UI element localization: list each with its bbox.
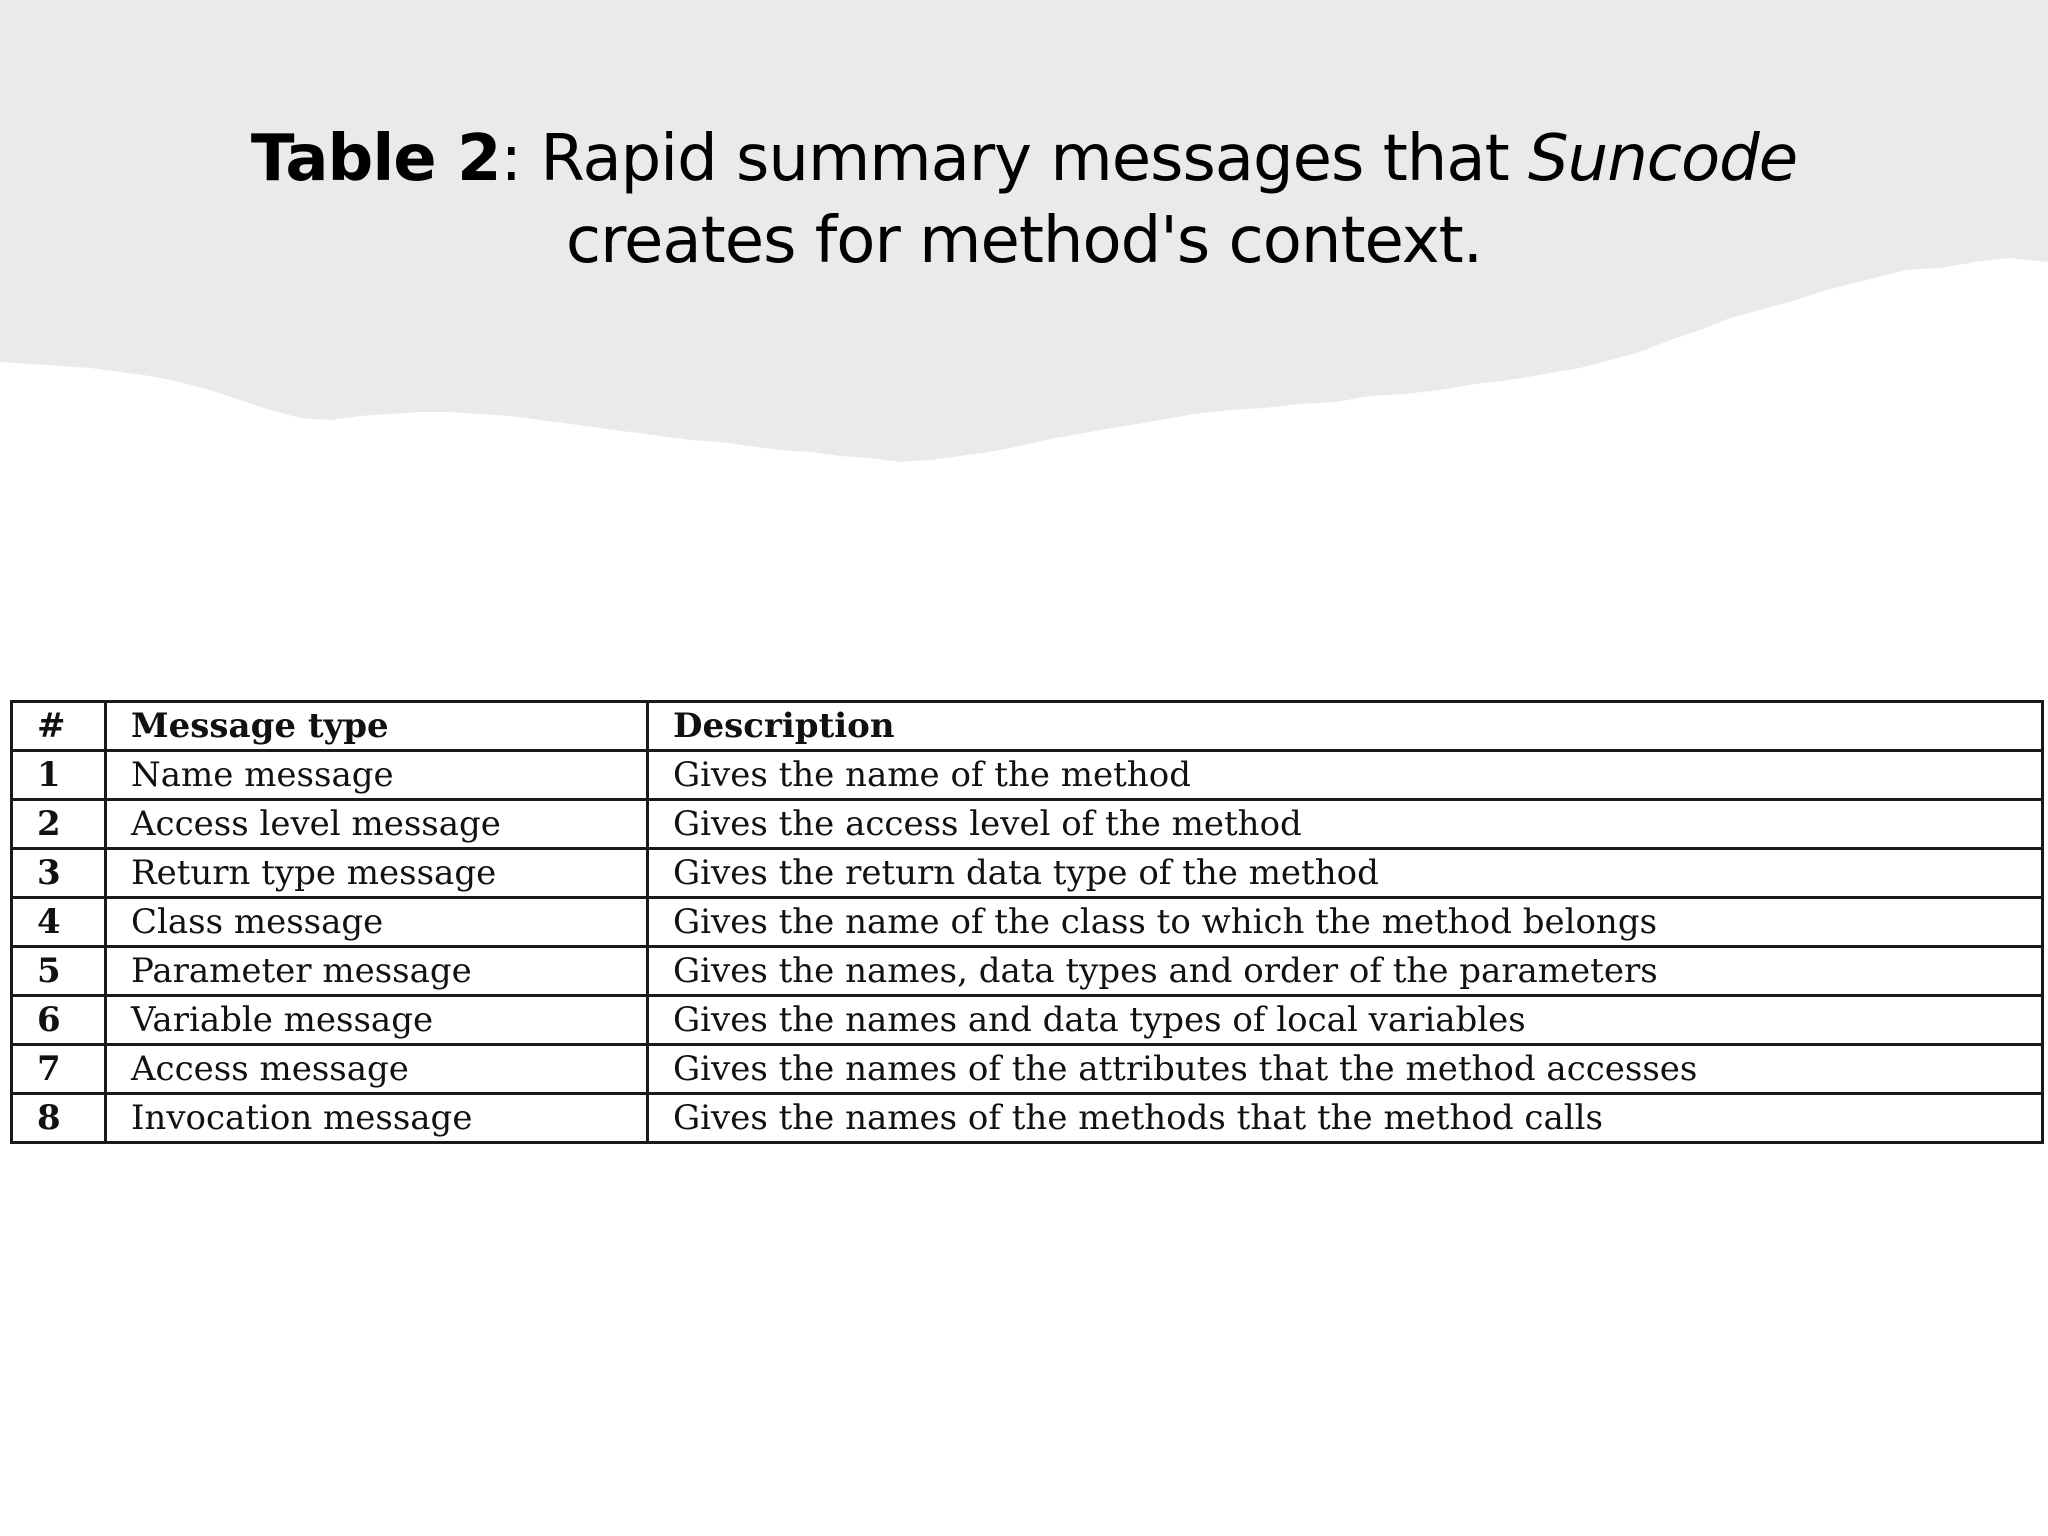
- message-table: [10, 700, 2044, 1144]
- row-message-type: Access message: [106, 1045, 648, 1094]
- title-bold: Table 2: [250, 122, 501, 196]
- row-num: 3: [12, 849, 106, 898]
- table-row: [12, 849, 2043, 898]
- row-message-type: Invocation message: [106, 1094, 648, 1143]
- row-message-type: Access level message: [106, 800, 648, 849]
- title-post-italic: creates for method's context.: [565, 204, 1483, 278]
- table-row: [12, 800, 2043, 849]
- table-header-row: [12, 702, 2043, 751]
- row-description: Gives the name of the class to which the method belongs: [648, 898, 2043, 947]
- table-container: [10, 700, 2044, 1144]
- row-description: Gives the names of the methods that the method calls: [648, 1094, 2043, 1143]
- row-num: 4: [12, 898, 106, 947]
- row-description: Gives the names and data types of local variables: [648, 996, 2043, 1045]
- table-row: [12, 1094, 2043, 1143]
- row-num: 7: [12, 1045, 106, 1094]
- table-row: [12, 947, 2043, 996]
- row-description: Gives the access level of the method: [648, 800, 2043, 849]
- row-description: Gives the names, data types and order of the parameters: [648, 947, 2043, 996]
- table-row: [12, 996, 2043, 1045]
- title-italic: Suncode: [1528, 122, 1798, 196]
- row-description: Gives the name of the method: [648, 751, 2043, 800]
- row-num: 1: [12, 751, 106, 800]
- header-message-type: Message type: [106, 702, 648, 751]
- page-title: [150, 118, 1898, 282]
- header-num: #: [12, 702, 106, 751]
- row-message-type: Parameter message: [106, 947, 648, 996]
- header-description: Description: [648, 702, 2043, 751]
- row-description: Gives the names of the attributes that the method accesses: [648, 1045, 2043, 1094]
- title-pre-italic: Rapid summary messages that: [540, 122, 1528, 196]
- table-row: [12, 751, 2043, 800]
- row-message-type: Return type message: [106, 849, 648, 898]
- row-message-type: Class message: [106, 898, 648, 947]
- row-num: 8: [12, 1094, 106, 1143]
- row-description: Gives the return data type of the method: [648, 849, 2043, 898]
- table-row: [12, 898, 2043, 947]
- row-num: 5: [12, 947, 106, 996]
- row-message-type: Name message: [106, 751, 648, 800]
- row-num: 6: [12, 996, 106, 1045]
- title-separator: :: [500, 122, 541, 196]
- row-message-type: Variable message: [106, 996, 648, 1045]
- table-row: [12, 1045, 2043, 1094]
- row-num: 2: [12, 800, 106, 849]
